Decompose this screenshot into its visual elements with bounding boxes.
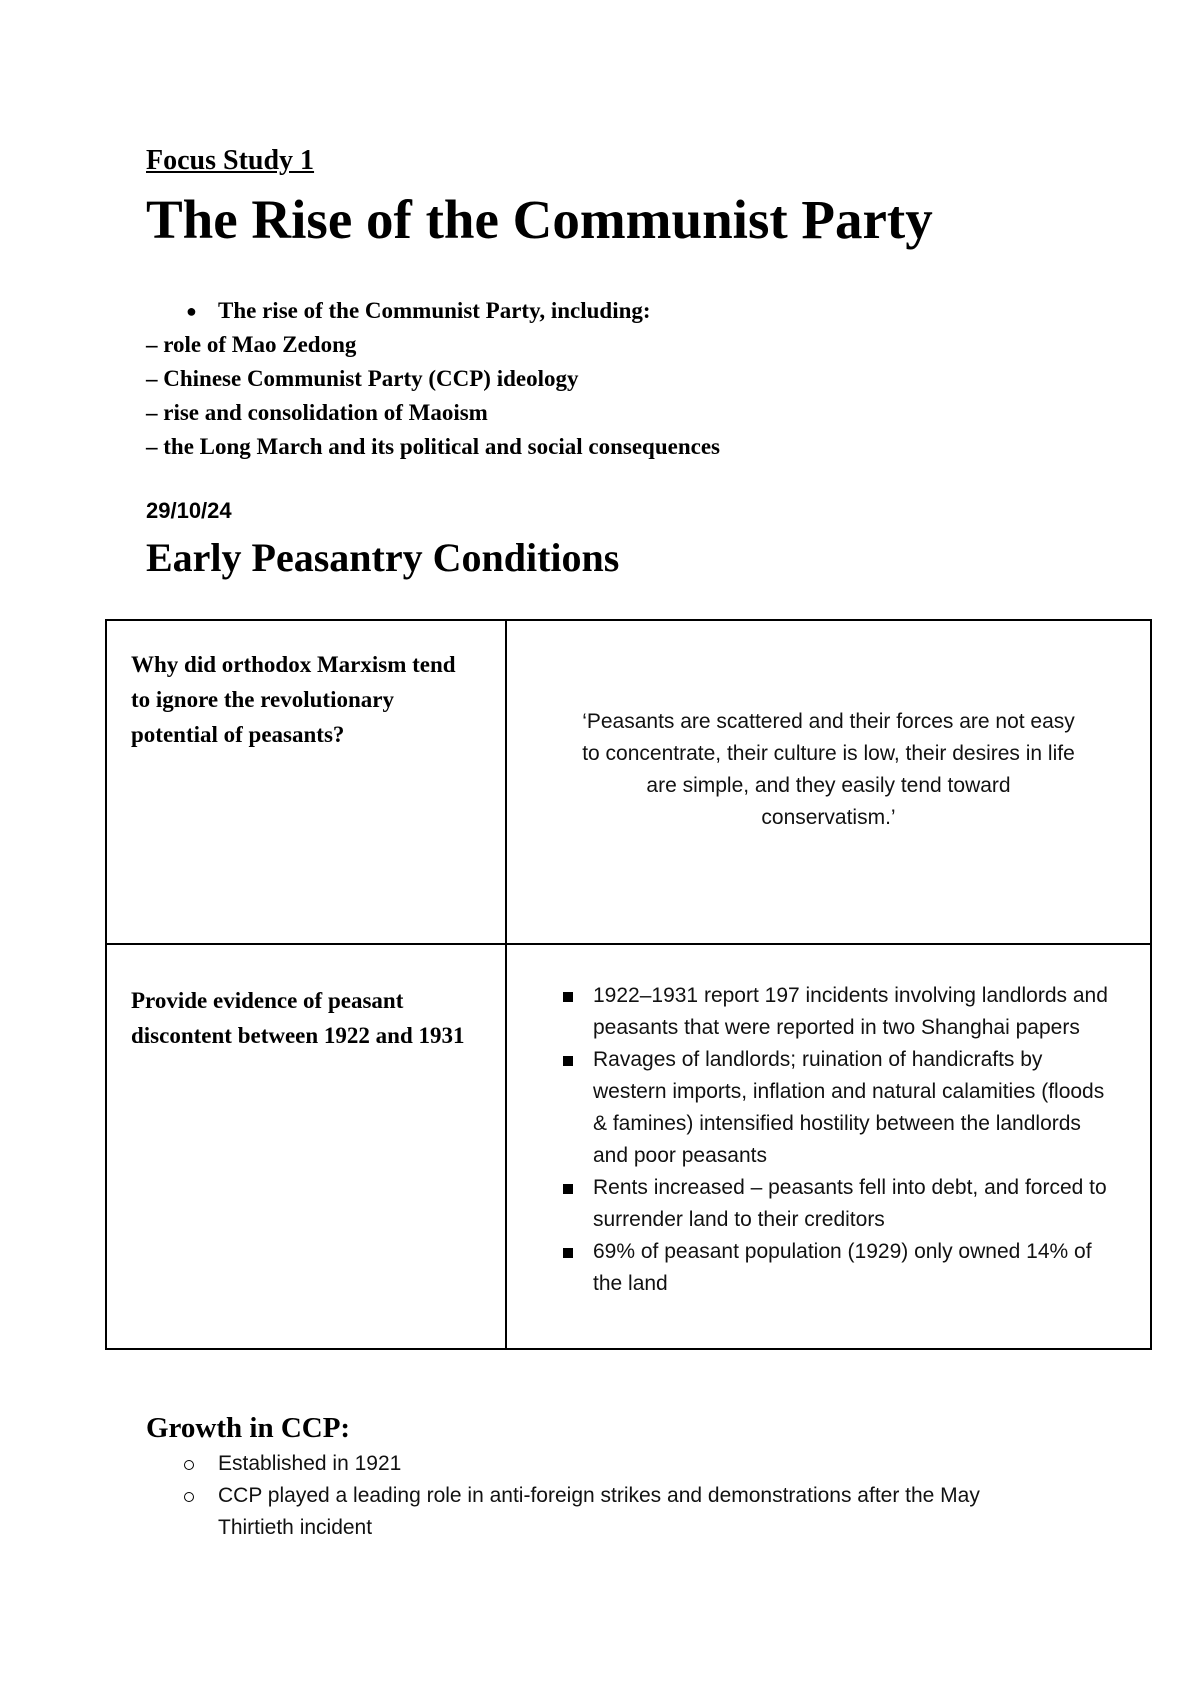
question-cell xyxy=(106,620,506,944)
syllabus-list xyxy=(146,294,720,464)
evidence-list xyxy=(507,945,1150,1300)
list-item xyxy=(146,1480,1046,1544)
evidence-text: 69% of peasant population (1929) only owned 14% of the land xyxy=(593,1240,1092,1295)
syllabus-point: – Chinese Communist Party (CCP) ideology xyxy=(146,366,579,391)
square-bullet-icon xyxy=(563,992,573,1002)
growth-item-text: CCP played a leading role in anti-foreign strikes and demonstrations after the May Thirtieth incident xyxy=(218,1484,980,1539)
evidence-text: 1922–1931 report 197 incidents involving landlords and peasants that were reported in two Shanghai papers xyxy=(593,984,1108,1039)
list-item xyxy=(557,1236,1120,1300)
circle-bullet-icon xyxy=(184,1492,194,1502)
syllabus-intro xyxy=(146,294,720,328)
syllabus-point: – role of Mao Zedong xyxy=(146,332,357,357)
quote-text: ‘Peasants are scattered and their forces are not easy to concentrate, their culture is low, their desires in life are simple, and they easily tend toward conservatism.’ xyxy=(582,710,1075,829)
circle-bullet-icon xyxy=(184,1460,194,1470)
question-cell xyxy=(106,944,506,1349)
list-item xyxy=(557,1044,1120,1172)
lesson-date: 29/10/24 xyxy=(146,498,232,523)
section-title: Early Peasantry Conditions xyxy=(146,535,620,580)
square-bullet-icon xyxy=(563,1056,573,1066)
syllabus-point: – the Long March and its political and social consequences xyxy=(146,434,720,459)
list-item xyxy=(557,1172,1120,1236)
question-text: Provide evidence of peasant discontent between 1922 and 1931 xyxy=(131,988,465,1048)
table-row xyxy=(106,620,1151,944)
question-text: Why did orthodox Marxism tend to ignore the revolutionary potential of peasants? xyxy=(131,652,456,747)
evidence-text: Rents increased – peasants fell into debt, and forced to surrender land to their creditors xyxy=(593,1176,1107,1231)
answer-cell xyxy=(506,944,1151,1349)
syllabus-intro-text: The rise of the Communist Party, including: xyxy=(218,298,651,323)
growth-item-text: Established in 1921 xyxy=(218,1452,402,1475)
list-item xyxy=(557,980,1120,1044)
table-row xyxy=(106,944,1151,1349)
list-item xyxy=(146,1448,1046,1480)
square-bullet-icon xyxy=(563,1248,573,1258)
bullet-icon: ● xyxy=(186,301,197,321)
focus-study-label: Focus Study 1 xyxy=(146,145,315,176)
growth-list xyxy=(146,1448,1046,1544)
syllabus-point: – rise and consolidation of Maoism xyxy=(146,400,488,425)
evidence-text: Ravages of landlords; ruination of handicrafts by western imports, inflation and natural calamities (floods & famines) intensified hostility between the landlords and poor peasants xyxy=(593,1048,1105,1167)
question-table xyxy=(105,619,1152,1350)
square-bullet-icon xyxy=(563,1184,573,1194)
answer-cell xyxy=(506,620,1151,944)
growth-heading: Growth in CCP: xyxy=(146,1412,351,1444)
page-title: The Rise of the Communist Party xyxy=(146,189,933,250)
